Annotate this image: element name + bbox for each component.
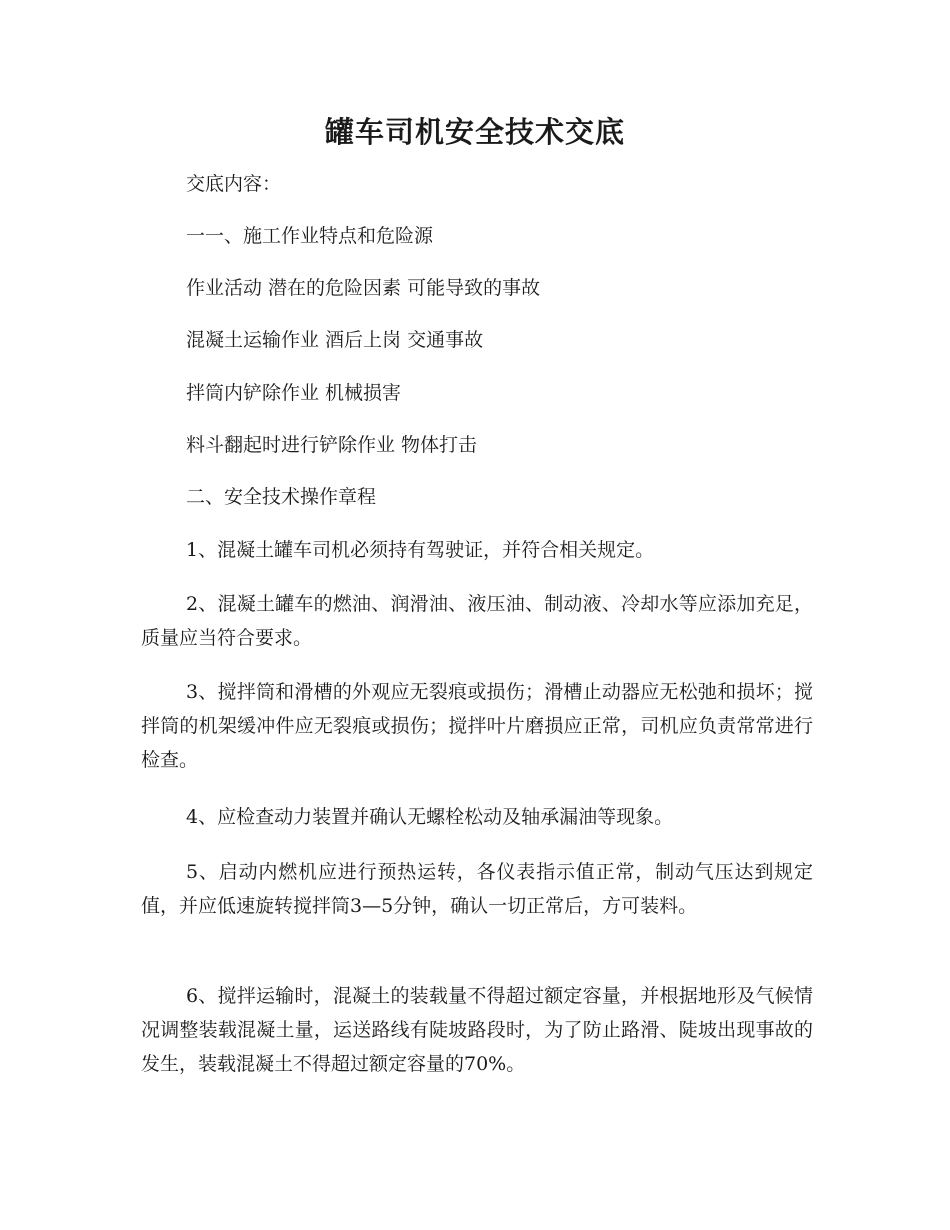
hazard-row: 料斗翻起时进行铲除作业 物体打击 bbox=[186, 434, 478, 456]
rule-paragraph: 6、搅拌运输时，混凝土的装载量不得超过额定容量，并根据地形及气候情况调整装载混凝土量，运送路线有陡坡路段时，为了防止路滑、陡坡出现事故的发生，装载混凝土不得超过额定容量的70%。 bbox=[141, 985, 813, 1075]
rule-paragraph: 3、搅拌筒和滑槽的外观应无裂痕或损伤；滑槽止动器应无松弛和损坏；搅拌筒的机架缓冲件应无裂痕或损伤；搅拌叶片磨损应正常，司机应负责常常进行检查。 bbox=[141, 681, 813, 771]
hazard-table-header: 作业活动 潜在的危险因素 可能导致的事故 bbox=[186, 277, 541, 299]
page-title: 罐车司机安全技术交底 bbox=[324, 115, 625, 149]
rule-paragraph: 1、混凝土罐车司机必须持有驾驶证，并符合相关规定。 bbox=[186, 539, 655, 561]
hazard-row: 混凝土运输作业 酒后上岗 交通事故 bbox=[186, 329, 484, 351]
section-heading-rules: 二、安全技术操作章程 bbox=[186, 486, 377, 508]
intro-label: 交底内容： bbox=[186, 173, 282, 195]
hazard-row: 拌筒内铲除作业 机械损害 bbox=[186, 382, 402, 404]
rule-paragraph: 4、应检查动力装置并确认无螺栓松动及轴承漏油等现象。 bbox=[186, 806, 674, 828]
rule-paragraph: 5、启动内燃机应进行预热运转，各仪表指示值正常，制动气压达到规定值，并应低速旋转搅拌筒3—5分钟，确认一切正常后，方可装料。 bbox=[141, 861, 813, 917]
rule-paragraph: 2、混凝土罐车的燃油、润滑油、液压油、制动液、冷却水等应添加充足，质量应当符合要求。 bbox=[141, 593, 813, 649]
section-heading-hazards: 一一、施工作业特点和危险源 bbox=[186, 225, 434, 247]
